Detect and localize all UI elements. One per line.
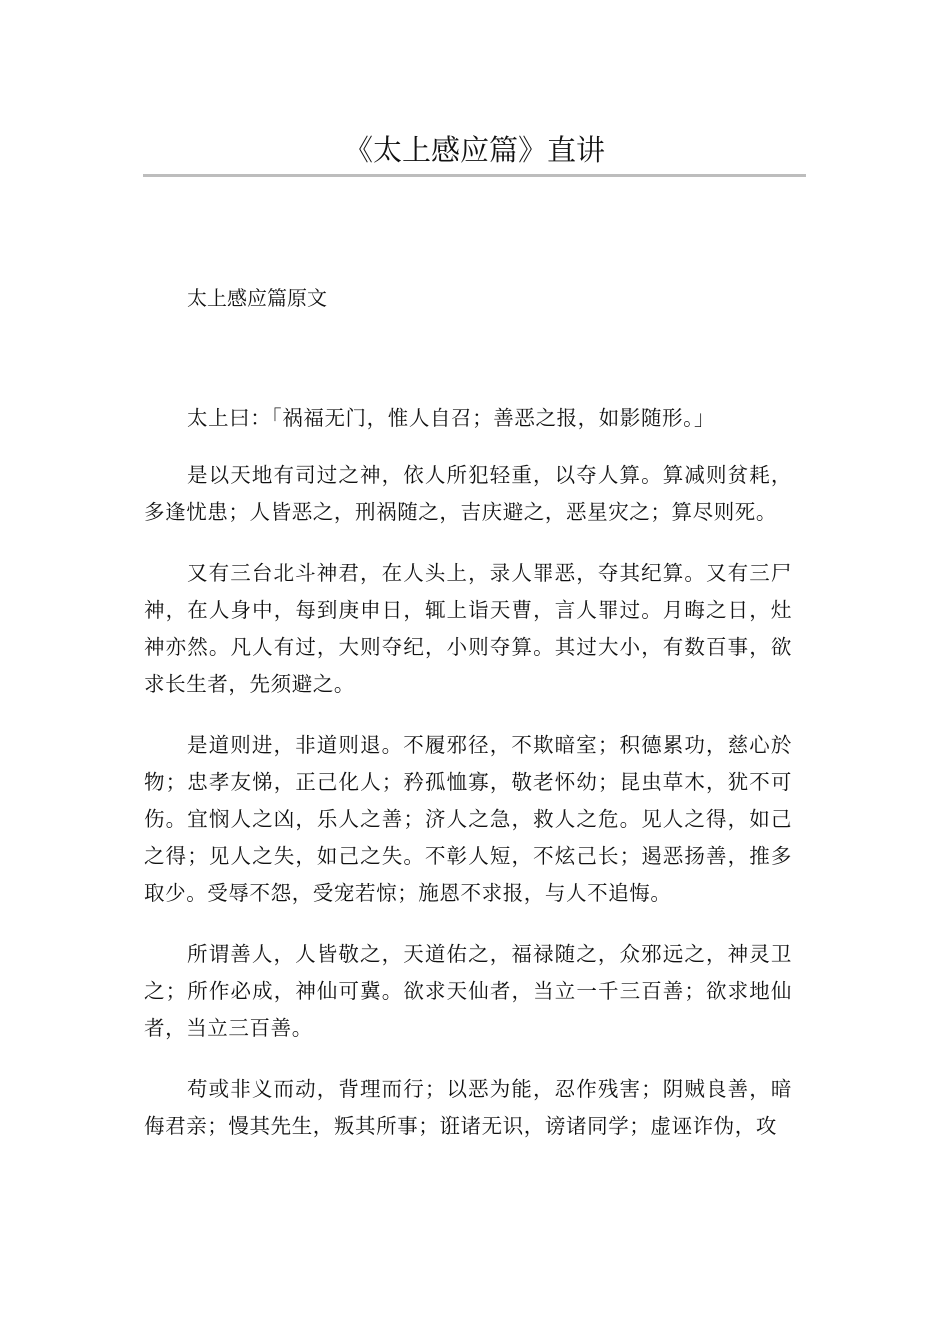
paragraph-6: 苟或非义而动，背理而行；以恶为能，忍作残害；阴贼良善，暗侮君亲；慢其先生，叛其所事；诳诸无识，谤诸同学；虚诬诈伪，攻 [144,1077,792,1138]
paragraph-1: 太上曰：「祸福无门，惟人自召；善恶之报，如影随形。」 [187,406,716,430]
paragraph-5: 所谓善人，人皆敬之，天道佑之，福禄随之，众邪远之，神灵卫之；所作必成，神仙可冀。欲求天仙者，当立一千三百善；欲求地仙者，当立三百善。 [144,942,792,1040]
paragraph-2: 是以天地有司过之神，依人所犯轻重，以夺人算。算减则贫耗，多逢忧患；人皆恶之，刑祸随之，吉庆避之，恶星灾之；算尽则死。 [144,463,792,524]
page-title: 《太上感应篇》直讲 [343,133,605,167]
title-divider [143,174,806,177]
paragraph-3: 又有三台北斗神君，在人头上，录人罪恶，夺其纪算。又有三尸神，在人身中，每到庚申日，辄上诣天曹，言人罪过。月晦之日，灶神亦然。凡人有过，大则夺纪，小则夺算。其过大小，有数百事，欲求长生者，先须避之。 [144,561,792,696]
paragraph-4: 是道则进，非道则退。不履邪径，不欺暗室；积德累功，慈心於物；忠孝友悌，正己化人；矜孤恤寡，敬老怀幼；昆虫草木，犹不可伤。宜悯人之凶，乐人之善；济人之急，救人之危。见人之得，如己之得；见人之失，如己之失。不彰人短，不炫己长；遏恶扬善，推多取少。受辱不怨，受宠若惊；施恩不求报，与人不追悔。 [144,733,792,905]
section-heading: 太上感应篇原文 [187,286,327,310]
body-text [144,400,792,1169]
